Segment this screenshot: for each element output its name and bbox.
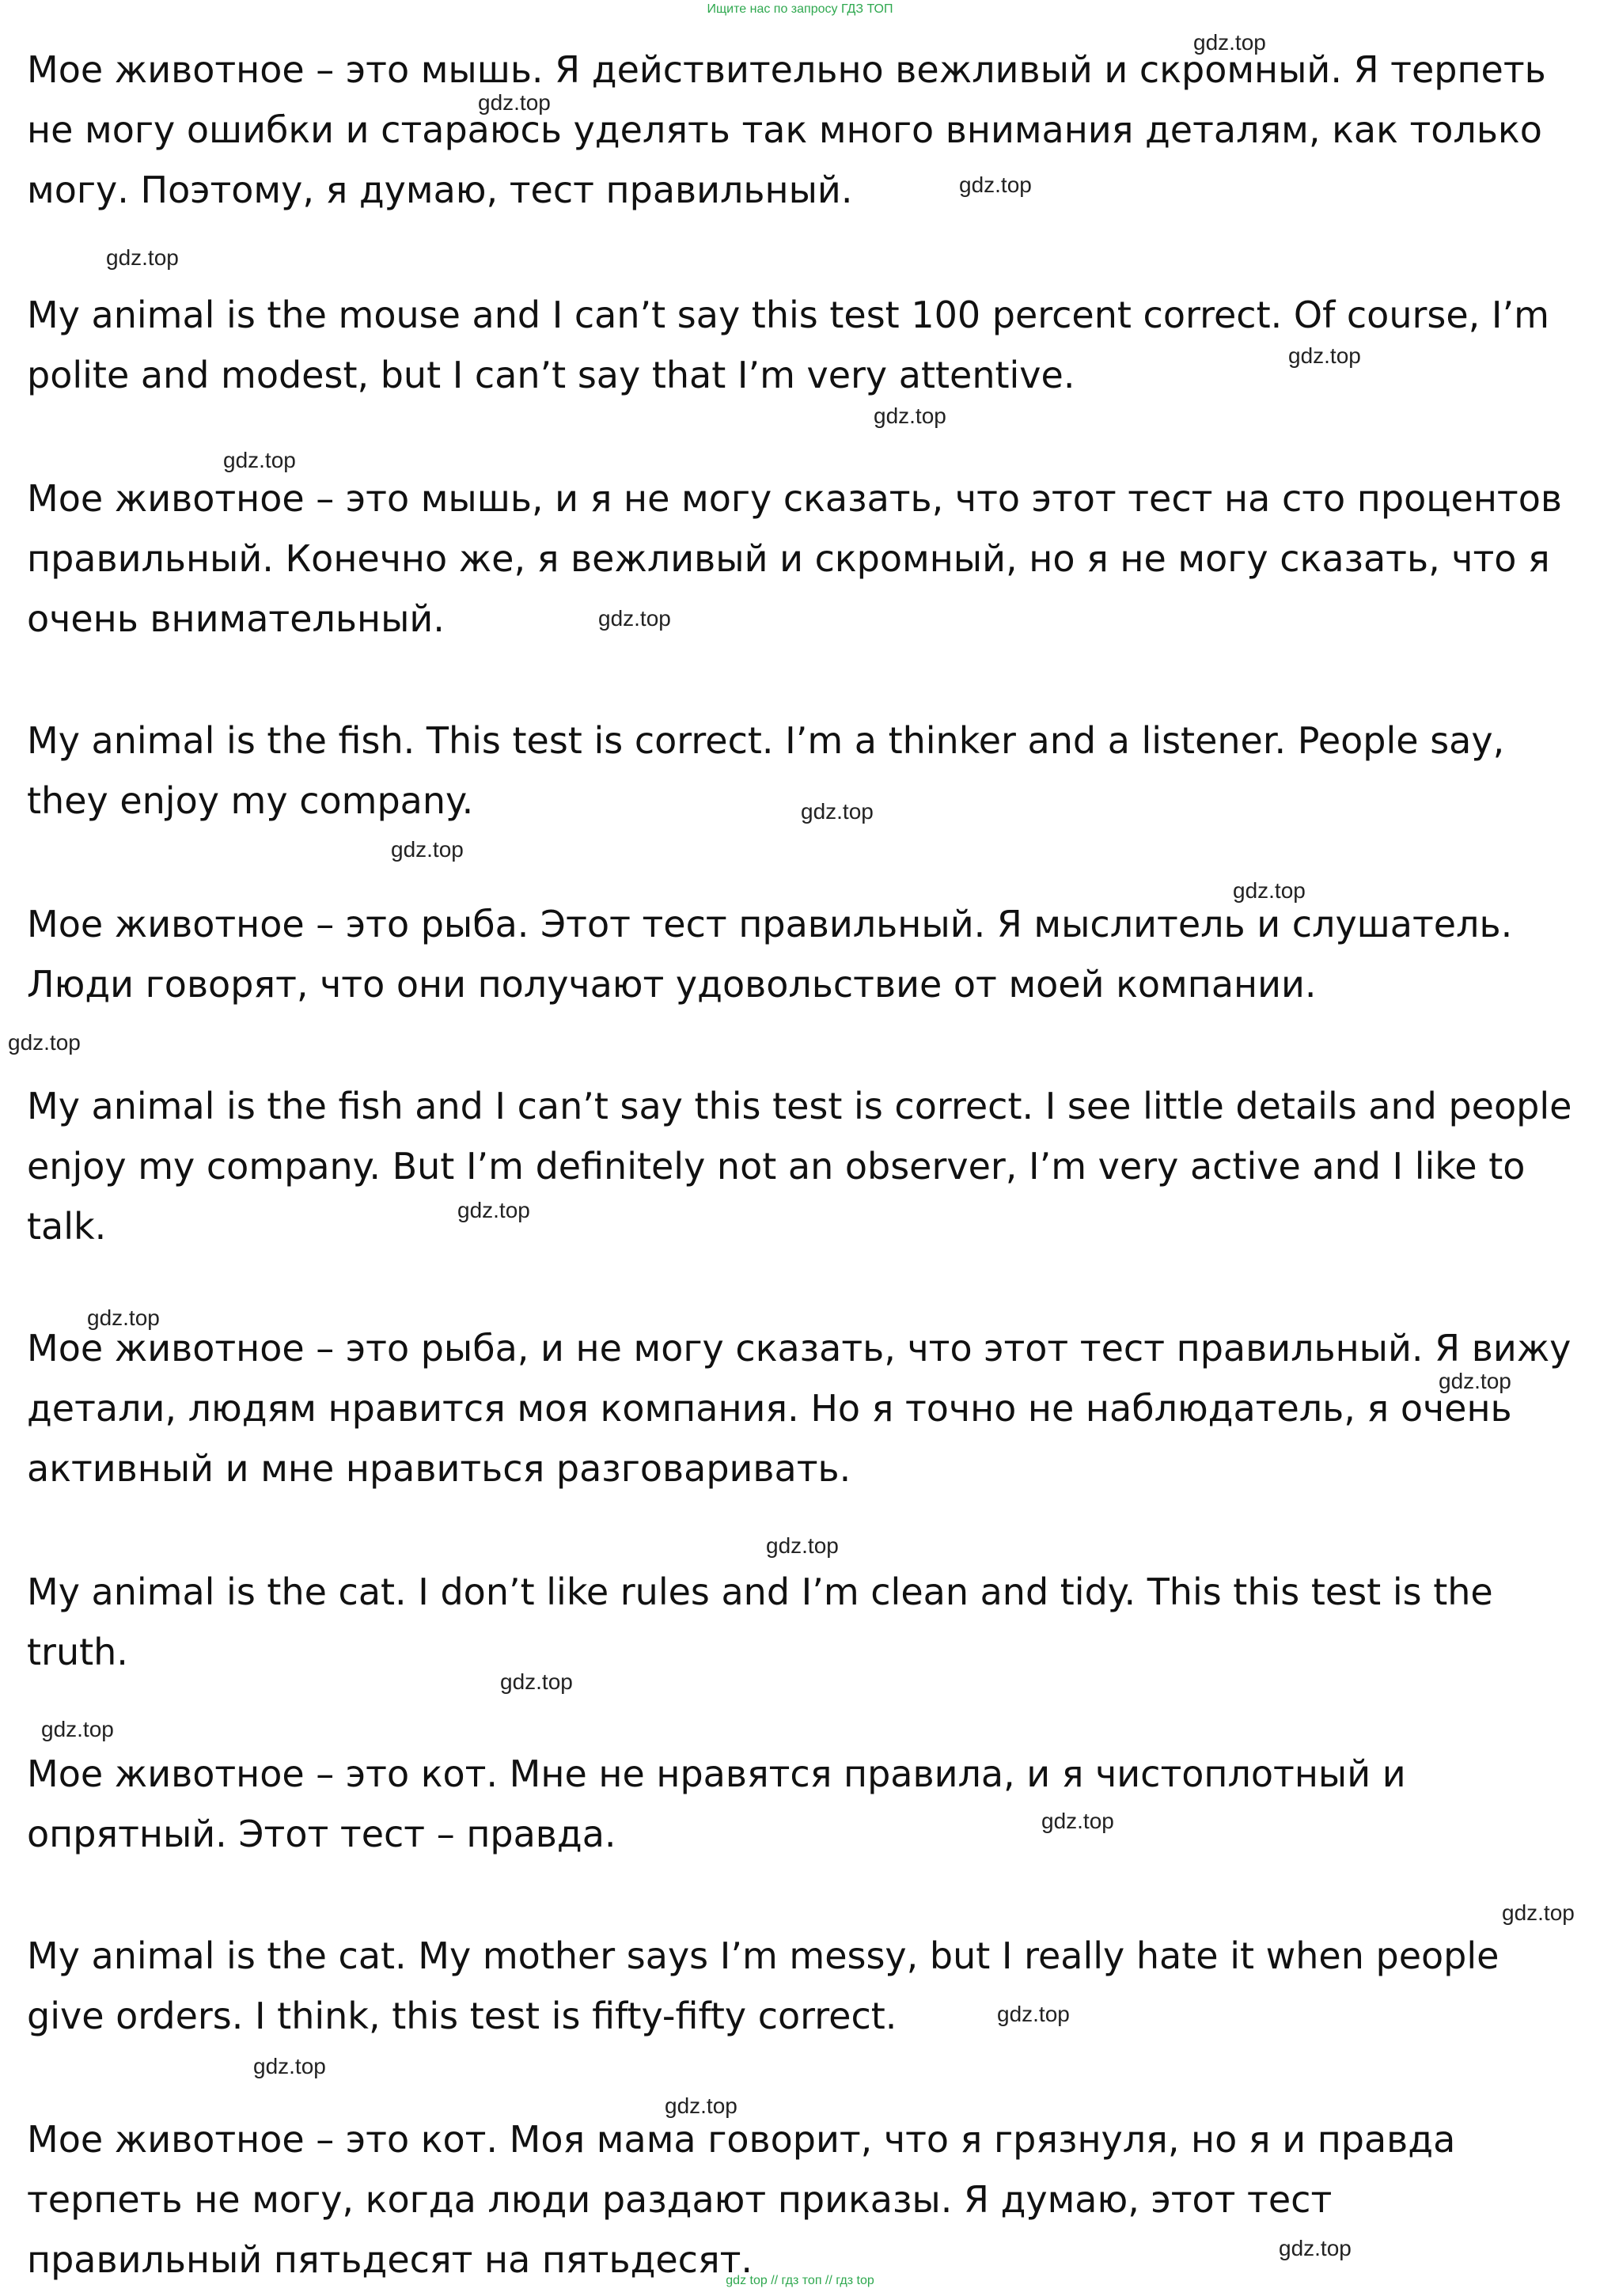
watermark: gdz.top	[500, 1669, 573, 1694]
watermark: gdz.top	[478, 90, 551, 115]
watermark: gdz.top	[598, 606, 671, 631]
watermark: gdz.top	[1193, 30, 1266, 55]
watermark: gdz.top	[801, 799, 874, 824]
paragraph-6: My animal is the fish and I can’t say this test is correct. I see little details and people enjoy my company. But I’m definitely not an observer, I’m very active and I like to talk.	[27, 1085, 1572, 1248]
paragraph-1: Мое животное – это мышь. Я действительно вежливый и скромный. Я терпеть не могу ошибки и стараюсь уделять так много внимания деталям, как только могу. Поэтому, я думаю, тест правильный.	[27, 48, 1546, 211]
top-banner: Ищите нас по запросу ГДЗ ТОП	[707, 2, 893, 16]
paragraph-9: Мое животное – это кот. Мне не нравятся правила, и я чистоплотный и опрятный. Этот тест – правда.	[27, 1752, 1406, 1855]
watermark: gdz.top	[41, 1717, 114, 1741]
watermark: gdz.top	[106, 245, 179, 270]
watermark: gdz.top	[87, 1305, 160, 1330]
watermark: gdz.top	[959, 172, 1032, 197]
watermark: gdz.top	[1279, 2236, 1352, 2260]
watermark: gdz.top	[1041, 1809, 1114, 1833]
watermark: gdz.top	[1233, 878, 1306, 903]
watermark: gdz.top	[1288, 343, 1361, 368]
footer-links: gdz top // гдз топ // гдз top	[726, 2274, 874, 2287]
paragraph-5: Мое животное – это рыба. Этот тест правильный. Я мыслитель и слушатель. Люди говорят, что они получают удовольствие от моей компании.	[27, 903, 1513, 1006]
watermark: gdz.top	[874, 404, 946, 428]
paragraph-11: Мое животное – это кот. Моя мама говорит, что я грязнуля, но я и правда терпеть не могу, когда люди раздают приказы. Я думаю, этот тест правильный пятьдесят на пятьдесят.	[27, 2118, 1456, 2281]
paragraph-3: Мое животное – это мышь, и я не могу сказать, что этот тест на сто процентов правильный. Конечно же, я вежливый и скромный, но я не могу сказать, что я очень внимательный.	[27, 477, 1562, 640]
paragraph-7: Мое животное – это рыба, и не могу сказать, что этот тест правильный. Я вижу детали, людям нравится моя компания. Но я точно не наблюдатель, я очень активный и мне нравиться разговаривать.	[27, 1327, 1572, 1490]
watermark: gdz.top	[997, 2002, 1070, 2026]
watermark: gdz.top	[253, 2054, 326, 2078]
watermark: gdz.top	[665, 2093, 737, 2118]
watermark: gdz.top	[1439, 1369, 1511, 1393]
paragraph-2: My animal is the mouse and I can’t say this test 100 percent correct. Of course, I’m polite and modest, but I can’t say that I’m very attentive.	[27, 294, 1549, 396]
watermark: gdz.top	[8, 1030, 81, 1055]
paragraph-10: My animal is the cat. My mother says I’m messy, but I really hate it when people give orders. I think, this test is fifty-fifty correct.	[27, 1934, 1500, 2037]
paragraph-4: My animal is the fish. This test is correct. I’m a thinker and a listener. People say, they enjoy my company.	[27, 719, 1505, 822]
watermark: gdz.top	[457, 1198, 530, 1222]
watermark: gdz.top	[766, 1533, 839, 1558]
watermark: gdz.top	[1502, 1900, 1575, 1925]
watermark: gdz.top	[391, 837, 464, 862]
paragraph-8: My animal is the cat. I don’t like rules and I’m clean and tidy. This this test is the truth.	[27, 1570, 1493, 1673]
watermark: gdz.top	[223, 448, 296, 472]
